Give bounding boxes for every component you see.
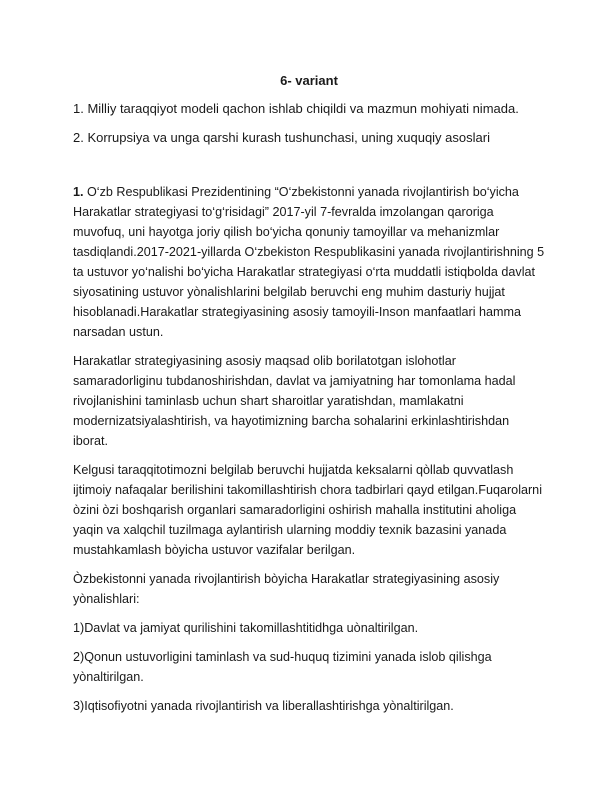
document-page [73, 64, 545, 725]
answer-paragraph-1 [73, 182, 545, 342]
document-title: 6- variant [280, 73, 338, 88]
direction-item-3: 3)Iqtisofiyotni yanada rivojlantirish va liberallashtirishga yònaltirilgan. [73, 699, 454, 713]
answer-number: 1. [73, 185, 84, 199]
direction-item-2: 2)Qonun ustuvorligini taminlash va sud-huquq tizimini yanada islob qilishga yònaltirilgan. [73, 650, 492, 684]
answer-paragraph-1-text: O‘zb Respublikasi Prezidentining “O‘zbekistonni yanada rivojlantirish bo‘yicha Harakatlar strategiyasi to‘g‘risidagi” 2017-yil 7-fevralda imzolangan qaroriga muvofuq, uni hayotga joriy qilish bo‘yicha qonuniy tamoyillar va mehanizmlar tasdiqlandi.2017-2021-yillarda O‘zbekiston Respublikasini yanada rivojlantirishning 5 ta ustuvor yo‘nalishi bo‘yicha Harakatlar strategiyasi o‘rta muddatli istiqbolda davlat siyosatining ustuvor yònalishlarini belgilab beruvchi eng muhim dasturiy hujjat hisoblanadi.Harakatlar strategiyasining asosiy tamoyili-Inson manfaatlari hamma narsadan ustun. [73, 185, 545, 339]
paragraph-goal: Harakatlar strategiyasining asosiy maqsad olib borilatotgan islohotlar samaradorliginu tubdanoshirishdan, davlat va jamiyatning har tomonlama hadal rivojlanishini taminlasb uchun shart sharoitlar yaratishdan, mamlakatni modernizatsiyalashtirish, va hayotimizning barcha sohalarini erkinlashtirishdan iborat. [73, 354, 516, 448]
paragraph-directions-intro: Òzbekistonni yanada rivojlantirish bòyicha Harakatlar strategiyasining asosiy yònalishlari: [73, 572, 500, 606]
direction-item-1: 1)Davlat va jamiyat qurilishini takomillashtitidhga uònaltirilgan. [73, 621, 419, 635]
question-2: 2. Korrupsiya va unga qarshi kurash tushunchasi, uning xuquqiy asoslari [73, 130, 490, 145]
paragraph-future: Kelgusi taraqqitotimozni belgilab beruvchi hujjatda keksalarni qòllab quvvatlash ijtimoiy nafaqalar berilishini takomillashtirish chora tadbirlari qayd etilgan.Fuqarolarni òzini òzi boshqarish organlari samaradorligini oshirish mahalla institutini aholiga yaqin va xalqchil tuzilmaga aylantirish ularning moddiy texnik bazasini yanada mustahkamlash bòyicha ustuvor vazifalar berilgan. [73, 463, 542, 557]
question-1: 1. Milliy taraqqiyot modeli qachon ishlab chiqildi va mazmun mohiyati nimada. [73, 101, 519, 116]
spacer [73, 158, 545, 182]
